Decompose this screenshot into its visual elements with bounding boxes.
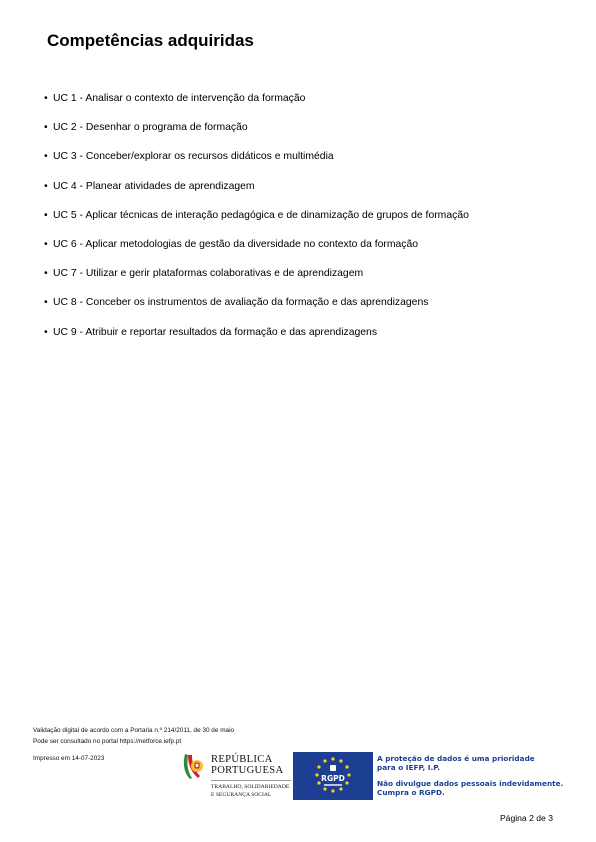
list-item [44, 207, 469, 236]
printed-date: Impresso em 14-07-2023 [33, 755, 105, 762]
rgpd-line3: Não divulgue dados pessoais indevidamente. [377, 779, 564, 788]
rgpd-line2: para o IEFP, I.P. [377, 763, 441, 772]
rgpd-message [377, 754, 563, 797]
competency-text: UC 9 - Atribuir e reportar resultados da formação e das aprendizagens [53, 326, 378, 338]
competency-text: UC 6 - Aplicar metodologias de gestão da diversidade no contexto da formação [53, 238, 419, 250]
bullet: • [44, 93, 48, 104]
logo-name [211, 754, 283, 776]
rgpd-badge [293, 752, 373, 800]
list-item [44, 236, 469, 265]
rgpd-badge-label: RGPD [321, 774, 345, 783]
logo-name-line1: REPÚBLICA [211, 754, 273, 765]
list-item [44, 90, 469, 119]
bullet: • [44, 297, 48, 309]
list-item [44, 265, 469, 294]
competency-text: UC 3 - Conceber/explorar os recursos didáticos e multimédia [53, 151, 334, 163]
competencies-list [44, 90, 469, 353]
eu-stars-icon [293, 752, 373, 800]
bullet: • [44, 209, 48, 221]
competency-text: UC 8 - Conceber os instrumentos de avaliação da formação e das aprendizagens [53, 297, 429, 309]
validation-note: Validação digital de acordo com a Portaria n.º 214/2011, de 30 de maio [33, 727, 235, 734]
ministry-line1: TRABALHO, SOLIDARIEDADE [211, 784, 290, 790]
page-number: Página 2 de 3 [499, 813, 553, 823]
competency-text: UC 4 - Planear atividades de aprendizagem [53, 180, 255, 192]
bullet: • [44, 326, 48, 338]
logo-ministry [211, 784, 289, 799]
competency-text: UC 1 - Analisar o contexto de intervenção da formação [53, 93, 306, 104]
logo-name-line2: PORTUGUESA [211, 765, 284, 776]
competency-text: UC 2 - Desenhar o programa de formação [53, 122, 248, 134]
list-item [44, 119, 469, 148]
page-title: Competências adquiridas [47, 31, 254, 50]
bullet: • [44, 238, 48, 250]
coat-of-arms-icon [182, 752, 206, 780]
list-item [44, 148, 469, 177]
list-item [44, 294, 469, 323]
list-item [44, 324, 469, 353]
list-item [44, 178, 469, 207]
republica-portuguesa-logo [182, 752, 292, 802]
portal-note: Pode ser consultado no portal https://netforce.iefp.pt [33, 738, 182, 745]
rgpd-line4: Cumpra o RGPD. [377, 788, 445, 797]
bullet: • [44, 268, 48, 280]
competency-text: UC 7 - Utilizar e gerir plataformas colaborativas e de aprendizagem [53, 268, 364, 280]
bullet: • [44, 122, 48, 134]
ministry-line2: E SEGURANÇA SOCIAL [211, 791, 272, 798]
bullet: • [44, 180, 48, 192]
bullet: • [44, 151, 48, 163]
logo-divider [211, 780, 291, 781]
competency-text: UC 5 - Aplicar técnicas de interação pedagógica e de dinamização de grupos de formação [53, 209, 469, 221]
rgpd-line1: A proteção de dados é uma prioridade [377, 754, 535, 763]
